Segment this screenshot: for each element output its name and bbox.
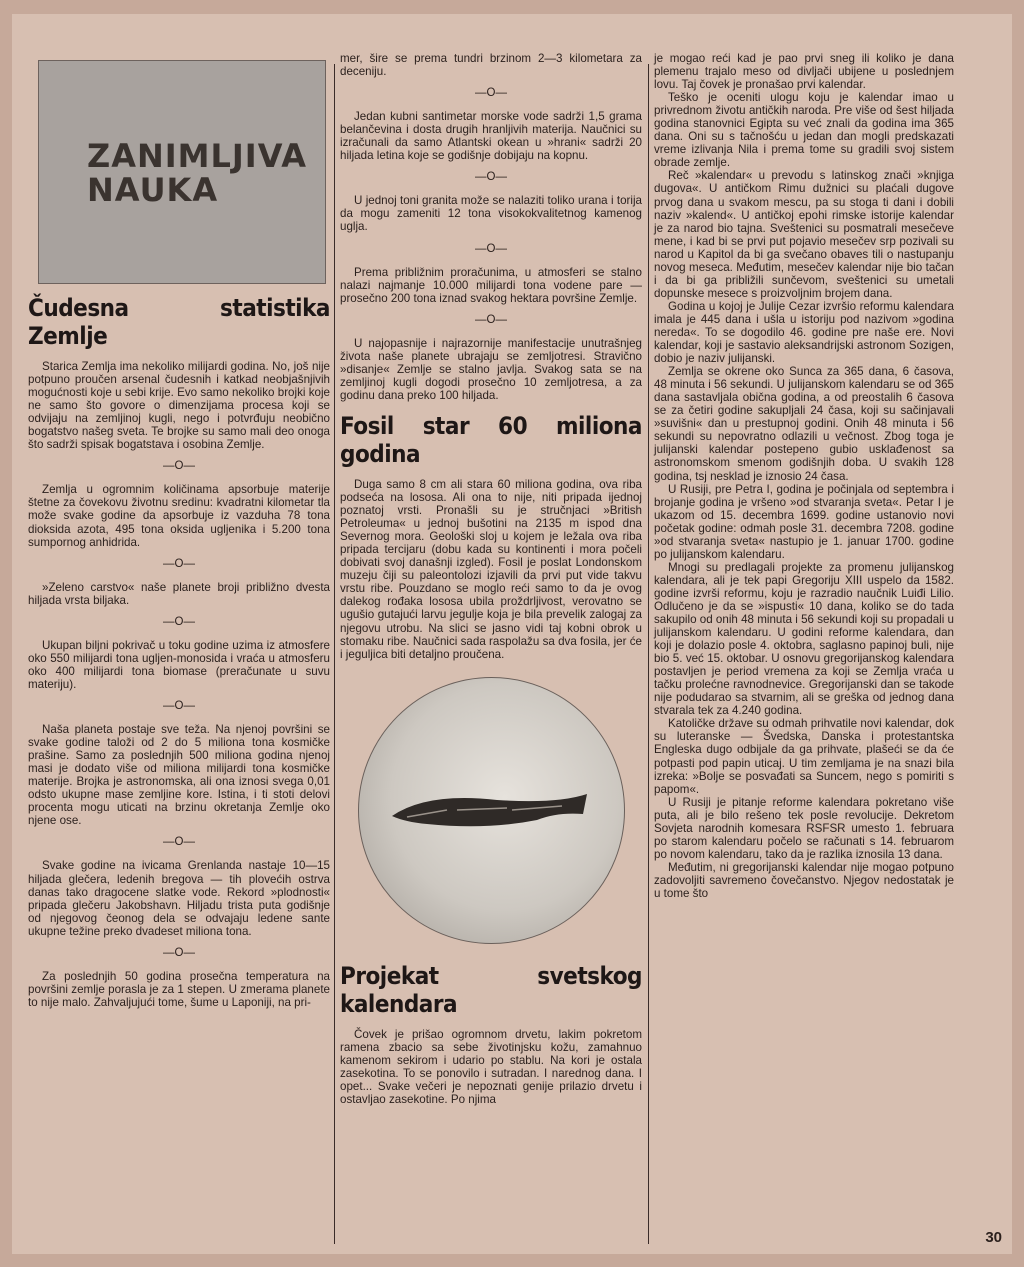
separator: —O— bbox=[475, 87, 507, 100]
fossil-photo bbox=[358, 677, 625, 944]
column-3 bbox=[654, 52, 954, 900]
separator: —O— bbox=[163, 699, 195, 712]
magazine-page bbox=[12, 14, 1012, 1254]
separator: —O— bbox=[163, 946, 195, 959]
paragraph: U najopasnije i najrazornije manifestacije unutrašnjeg života naše planete ubrajaju se zemljotresi. Stravično »disanje« Zemlje se stalno javlja. Svakog sata se na zemljinoj kugli dogodi prosečno 10 zemljotresa, a za godinu dana preko 100 hiljada. bbox=[340, 336, 642, 402]
paragraph: U Rusiji je pitanje reforme kalendara pokretano više puta, ali je bilo rešeno tek posle revolucije. Dekretom Sovjeta narodnih komesara RSFSR umesto 1. februara po starom kalendaru počelo se računati s 14. februarom po novom kalendaru, tako da je razlika iznosila 13 dana. bbox=[654, 795, 954, 861]
paragraph: Jedan kubni santimetar morske vode sadrži 1,5 grama belančevina i dosta drugih hranljivih materija. Naučnici su izračunali da samo Atlantski okean u »hrani« sadrži 20 hiljada letina koje se godišnje dobijaju na kopnu. bbox=[340, 110, 642, 163]
page-number: 30 bbox=[985, 1229, 1002, 1246]
article-headline: Čudesna statistika Zemlje bbox=[28, 294, 330, 350]
paragraph: Zemlja se okrene oko Sunca za 365 dana, 6 časova, 48 minuta i 56 sekundi. U julijanskom kalendaru se od 365 dana sastavljala obična godina, a od preostalih 6 časova se za četiri godine sakupljali 24 časa, koji su sačinjavali »suvišni« dan u prestupnoj godini. Onih 48 minuta i 56 sekundi su nepovratno odlazili u večnost. Zbog toga je julijanski kalendar postepeno gubio usklađenost sa astronomskom smenom godišnjih doba. U svakih 128 godina, tsj nesklad je iznosio 24 časa. bbox=[654, 365, 954, 483]
separator: —O— bbox=[163, 460, 195, 473]
column-2 bbox=[340, 52, 642, 1106]
column-1 bbox=[28, 60, 330, 1009]
separator: —O— bbox=[475, 242, 507, 255]
section-title: ZANIMLJIVA NAUKA bbox=[87, 137, 308, 209]
paragraph: Svake godine na ivicama Grenlanda nastaje 10—15 hiljada glečera, ledenih bregova — tih plovećih ostrva danas tako dragocene slatke vode. Rekord »plodnosti« pripada glečeru Jakobshavn. Hiljadu trista puta godišnje od njegovog čeonog dela se odvajaju ledene sante ukupne težine preko dvadeset miliona tona. bbox=[28, 859, 330, 938]
separator: —O— bbox=[163, 836, 195, 849]
section-banner bbox=[38, 60, 326, 284]
column-rule bbox=[648, 64, 649, 1244]
paragraph: mer, šire se prema tundri brzinom 2—3 kilometara za deceniju. bbox=[340, 52, 642, 79]
paragraph: je mogao reći kad je pao prvi sneg ili koliko je dana plemenu trajalo meso od divljači ubijene u poslednjem lovu. Taj čovek je pronašao prvi kalendar. bbox=[654, 52, 954, 92]
paragraph: Za poslednjih 50 godina prosečna temperatura na površini zemlje porasla je za 1 stepen. U zmerama planete to nije malo. Zahvaljujući tome, šume u Laponiji, na pri- bbox=[28, 969, 330, 1009]
paragraph: Starica Zemlja ima nekoliko milijardi godina. No, još nije potpuno proučen arsenal čudesnih i katkad neobjašnjivih mogućnosti koje u sebi krije. Evo samo nekoliko brojki koje ne samo što govore o dimenzijama procesa koji se odvijaju na zemljinoj kugli, nego i potvrđuju neobično bogatstvo našeg sveta. Te brojke su samo mali deo onoga što sadrži spisak bogatstava i osobina Zemlje. bbox=[28, 360, 330, 452]
paragraph: Čovek je prišao ogromnom drvetu, lakim pokretom ramena zbacio sa sebe životinjsku kožu, zamahnuo kamenom sekirom i udario po stablu. Na kori je ostala zasekotina. To se ponovilo i sutradan. I narednog dana. I opet... Svake večeri je nepoznati genije prilazio drvetu i ostavljao zasekotine. Po njima bbox=[340, 1027, 642, 1106]
paragraph: Prema približnim proračunima, u atmosferi se stalno nalazi najmanje 10.000 milijardi tona vodene pare — prosečno 200 tona iznad svakog hektara površine Zemlje. bbox=[340, 265, 642, 305]
paragraph: Godina u kojoj je Julije Cezar izvršio reformu kalendara imala je 445 dana i ušla u istoriju pod nazivom »godina nereda«. To se dogodilo 46. godine pre naše ere. Novi kalendar, koji je sastavio aleksandrijski astronom Sozigen, dobio je naziv julijanski. bbox=[654, 299, 954, 366]
paragraph: U Rusiji, pre Petra I, godina je počinjala od septembra i brojanje godina je vršeno »od stvaranja sveta«. Petar I je ukazom od 15. decembra 1699. godine ustanovio novi početak godine: odmah posle 31. decembra 7208. godine »od stvaranja sveta« nastupio je 1. januar 1700. godine po julijanskom kalendaru. bbox=[654, 482, 954, 561]
paragraph: Zemlja u ogromnim količinama apsorbuje materije štetne za čovekovu životnu sredinu: kvadratni kilometar tla može svake godine da apsorbuje iz vazduha 78 tona dioksida azota, 495 tona oksida ugljenika i 5.200 tona sumpornog anhidrida. bbox=[28, 483, 330, 549]
article-headline: Projekat svetskog kalendara bbox=[340, 961, 642, 1018]
paragraph: Mnogi su predlagali projekte za promenu julijanskog kalendara, ali je tek papi Gregoriju XIII uspelo da 1582. godine izvrši reformu, koju je razradio naučnik Luiđi Lilio. Odlučeno je da se »ispusti« 10 dana, koliko se do tada sakupilo od onih 48 minuta i 56 sekundi koji su propadali u julijanskom kalendaru. U godini reforme kalendara, dan koji je dolazio posle 4. oktobra, saglasno papinoj buli, nije bio 5. već 15. oktobar. U osnovu gregorijanskog kalendara postavljen je period vremena za koji se Zemlja vraća u tačku prolećne ravnodnevice. Gregorijanski dan se takode nije podudarao sa stvarnim, ali se greška od jednog dana stvarala tek za 4.240 godina. bbox=[654, 560, 954, 718]
paragraph: U jednoj toni granita može se nalaziti toliko urana i torija da mogu zameniti 12 tona visokokvalitetnog kamenog uglja. bbox=[340, 194, 642, 234]
paragraph: Ukupan biljni pokrivač u toku godine uzima iz atmosfere oko 550 milijardi tona ugljen-monosida i vraća u atmosferu oko 400 milijardi tona biomase (preračunate u suvu materiju). bbox=[28, 638, 330, 691]
article-headline: Fosil star 60 miliona godina bbox=[340, 411, 642, 468]
paragraph: Međutim, ni gregorijanski kalendar nije mogao potpuno zadovoljiti savremeno čovečanstvo. Njegov nedostatak je u tome što bbox=[654, 860, 954, 900]
separator: —O— bbox=[475, 313, 507, 326]
paragraph: Reč »kalendar« u prevodu s latinskog znači »knjiga dugova«. U antičkom Rimu dužnici su plaćali dugove prvog dana u svakom mescu, pa su stoga ti dani i dobili naziv »kalend«. U antičkoj epohi rimske istorije kalendar je za narod bio tajna. Sveštenici su posmatrali mesečeve mene, i kad bi se prvi put pojavio mesečev srp pozivali su narod u Kapitol da bi ga svečano obaves tili o nastupanju novog meseca. Međutim, mesečev kalendar nije bio tačan i da bi ga približili sunčevom, sveštenici su umetali dopunske mesece s proizvoljnim brojem dana. bbox=[654, 169, 954, 300]
fossil-fish-image bbox=[387, 786, 597, 834]
column-rule bbox=[334, 64, 335, 1244]
paragraph: Katoličke države su odmah prihvatile novi kalendar, dok su luteranske — Švedska, Danska i protestantska Engleska dugo odbijale da ga prihvate, plašeći se da će potpasti pod papin uticaj. U tim zemljama je na snazi bila izreka: »Bolje se posvađati sa Suncem, nego s pomiriti s papom«. bbox=[654, 717, 954, 796]
paragraph: Duga samo 8 cm ali stara 60 miliona godina, ova riba podseća na lososa. Ali ona to nije, niti pripada ijednoj poznatoj vrsti. Pronašli su je stručnjaci »British Petroleuma« u jednoj bušotini na 2135 m ispod dna Severnog mora. Geološki sloj u kojem je ležala ova riba pripada tercijaru (dobu kada su kontinenti i mora počeli dobivati svoj današnji izgled). Fosil je poslat Londonskom muzeju čiji su paleontolozi izjavili da prvi put vide takvu vrstu ribe. Pouzdano se moglo reći samo to da je ovog dalekog rođaka lososa ubila proždrljivost, verovatno se ugušio gutajući larvu jegulje koja je bila prevelik zalogaj za njegovu utrobu. Na slici se jasno vidi taj kobni obrok u stomaku ribe. Naučnici sada raspolažu sa dva fosila, jer će i jeguljica biti detaljno proučena. bbox=[340, 477, 642, 661]
separator: —O— bbox=[163, 615, 195, 628]
paragraph: »Zeleno carstvo« naše planete broji približno dvesta hiljada vrsta biljaka. bbox=[28, 580, 330, 607]
separator: —O— bbox=[163, 557, 195, 570]
separator: —O— bbox=[475, 171, 507, 184]
paragraph: Teško je oceniti ulogu koju je kalendar imao u privrednom životu antičkih naroda. Pre više od šest hiljada godina stanovnici Egipta su već znali da godina ima 365 dana. Oni su s tačnošću u jedan dan mogli predskazati vreme izlivanja Nila i prema tome su gradili svoj sistem obrade zemlje. bbox=[654, 91, 954, 170]
paragraph: Naša planeta postaje sve teža. Na njenoj površini se svake godine taloži od 2 do 5 miliona tona kosmičke prašine. Samo za poslednjih 500 miliona godina njenoj masi je dodato više od miliona milijardi tona kosmičke materije. Brojka je astronomska, ali ona iznosi svega 0,01 odsto ukupne mase zemljine kore. Istina, i ti stoti delovi procenta mogu uticati na brzinu okretanja Zemlje oko njene ose. bbox=[28, 723, 330, 828]
